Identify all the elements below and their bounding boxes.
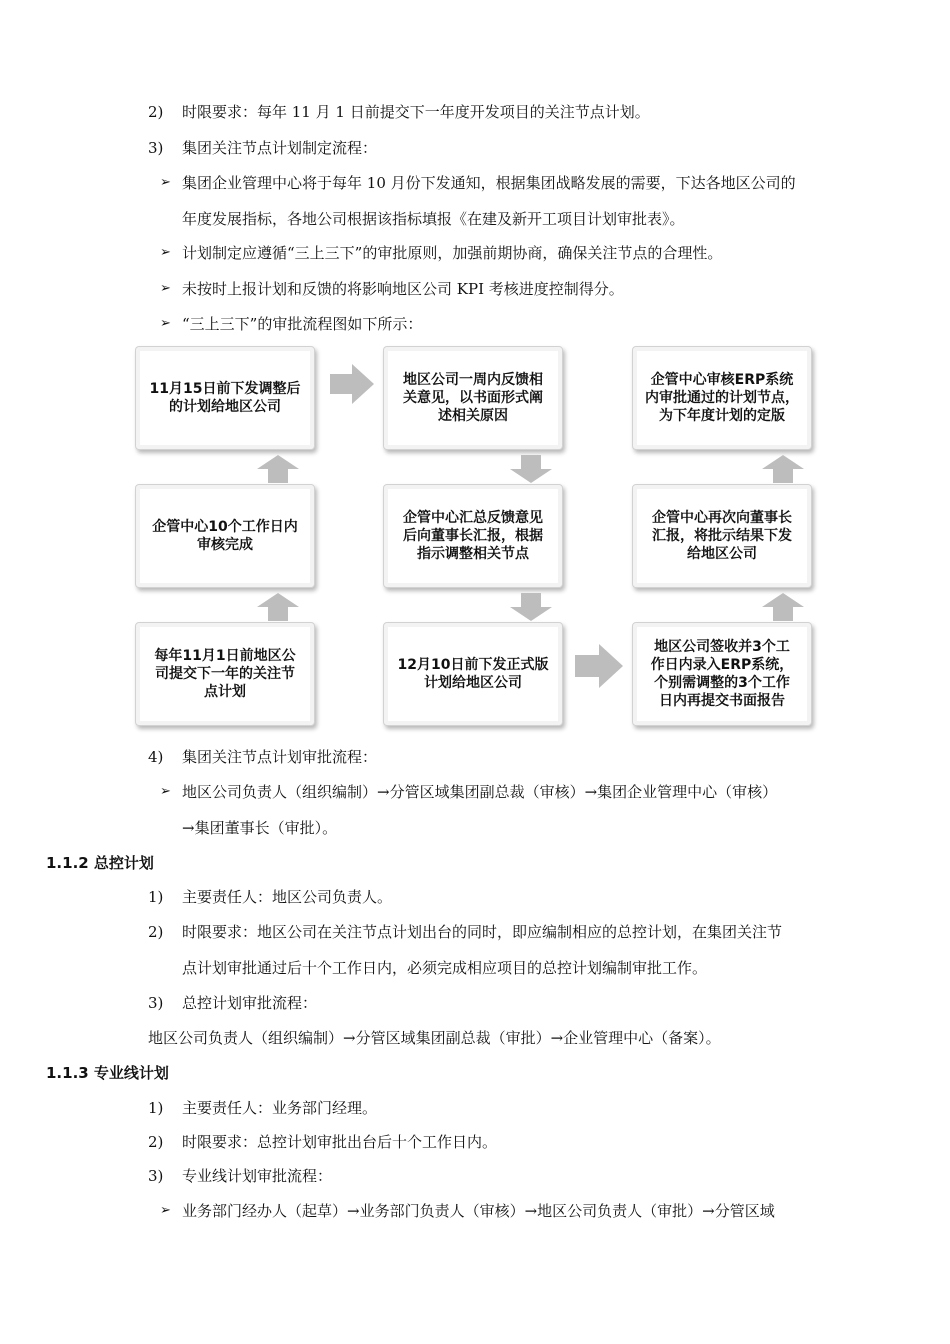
list-text: 主要责任人：业务部门经理。 <box>182 1099 378 1117</box>
right-arrow-icon <box>330 364 374 404</box>
professional-plan-flow: 业务部门经办人（起草）→业务部门负责人（审核）→地区公司负责人（审批）→分管区域 <box>182 1202 775 1220</box>
bullet-text: “三上三下”的审批流程图如下所示： <box>182 315 423 333</box>
list-text: 主要责任人：地区公司负责人。 <box>182 888 393 906</box>
list-number: 3) <box>148 1167 164 1185</box>
up-arrow-icon <box>762 455 804 483</box>
list-number: 1) <box>148 1099 164 1117</box>
flow-box: 地区公司签收并3个工 作日内录入ERP系统， 个别需调整的3个工作 日内再提交书面报告 <box>632 622 812 726</box>
flow-box: 企管中心汇总反馈意见 后向董事长汇报，根据 指示调整相关节点 <box>383 484 563 588</box>
control-plan-flow: 地区公司负责人（组织编制）→分管区域集团副总裁（审批）→企业管理中心（备案）。 <box>148 1029 721 1047</box>
flow-box: 12月10日前下发正式版 计划给地区公司 <box>383 622 563 726</box>
approval-flow-text-cont: →集团董事长（审批）。 <box>182 819 338 837</box>
approval-title: 集团关注节点计划审批流程： <box>182 748 378 766</box>
approval-flow-text: 地区公司负责人（组织编制）→分管区域集团副总裁（审核）→集团企业管理中心（审核） <box>182 783 778 801</box>
right-arrow-icon <box>575 644 623 688</box>
arrowhead-bullet-icon: ➢ <box>160 316 171 331</box>
list-number: 2) <box>148 923 164 941</box>
arrowhead-bullet-icon: ➢ <box>160 175 171 190</box>
list-number: 4) <box>148 748 164 766</box>
up-arrow-icon <box>257 455 299 483</box>
section-heading: 1.1.3 专业线计划 <box>46 1064 169 1082</box>
up-arrow-icon <box>762 593 804 621</box>
bullet-text-cont: 年度发展指标，各地公司根据该指标填报《在建及新开工项目计划审批表》。 <box>182 210 685 228</box>
list-text: 总控计划审批流程： <box>182 994 318 1012</box>
bullet-text: 集团企业管理中心将于每年 10 月份下发通知，根据集团战略发展的需要，下达各地区公司的 <box>182 174 796 192</box>
arrowhead-bullet-icon: ➢ <box>160 784 171 799</box>
arrowhead-bullet-icon: ➢ <box>160 1203 171 1218</box>
up-arrow-icon <box>257 593 299 621</box>
list-number: 2) <box>148 1133 164 1151</box>
process-title: 集团关注节点计划制定流程： <box>182 139 378 157</box>
arrowhead-bullet-icon: ➢ <box>160 245 171 260</box>
flow-box: 地区公司一周内反馈相 关意见，以书面形式阐 述相关原因 <box>383 346 563 450</box>
list-text: 时限要求：总控计划审批出台后十个工作日内。 <box>182 1133 498 1151</box>
list-number: 3) <box>148 994 164 1012</box>
flow-box: 企管中心审核ERP系统 内审批通过的计划节点， 为下年度计划的定版 <box>632 346 812 450</box>
list-number: 3) <box>148 139 164 157</box>
flow-box: 每年11月1日前地区公 司提交下一年的关注节 点计划 <box>135 622 315 726</box>
list-number: 2) <box>148 103 164 121</box>
deadline-text: 时限要求：每年 11 月 1 日前提交下一年度开发项目的关注节点计划。 <box>182 103 650 121</box>
list-text: 时限要求：地区公司在关注节点计划出台的同时，即应编制相应的总控计划，在集团关注节 <box>182 923 783 941</box>
flow-box: 企管中心10个工作日内 审核完成 <box>135 484 315 588</box>
section-heading: 1.1.2 总控计划 <box>46 854 154 872</box>
bullet-text: 未按时上报计划和反馈的将影响地区公司 KPI 考核进度控制得分。 <box>182 280 624 298</box>
list-text-cont: 点计划审批通过后十个工作日内，必须完成相应项目的总控计划编制审批工作。 <box>182 959 708 977</box>
list-text: 专业线计划审批流程： <box>182 1167 333 1185</box>
flow-box: 11月15日前下发调整后 的计划给地区公司 <box>135 346 315 450</box>
flow-box: 企管中心再次向董事长 汇报，将批示结果下发 给地区公司 <box>632 484 812 588</box>
list-number: 1) <box>148 888 164 906</box>
arrowhead-bullet-icon: ➢ <box>160 281 171 296</box>
down-arrow-icon <box>510 593 552 621</box>
down-arrow-icon <box>510 455 552 483</box>
bullet-text: 计划制定应遵循“三上三下”的审批原则，加强前期协商，确保关注节点的合理性。 <box>182 244 723 262</box>
